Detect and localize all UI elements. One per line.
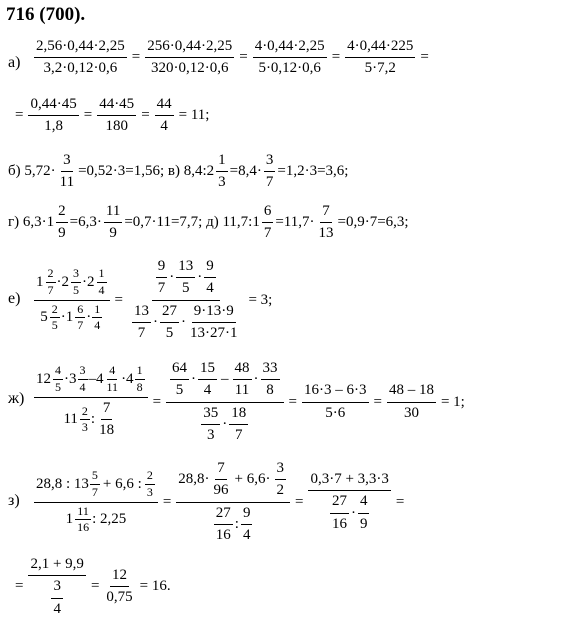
denominator xyxy=(64,503,129,536)
math-term: 5 xyxy=(51,318,58,333)
math-term: 4 xyxy=(358,493,370,513)
fraction xyxy=(229,405,248,445)
fraction xyxy=(50,303,60,334)
math-term: 3 xyxy=(81,420,88,435)
mixed-number xyxy=(89,469,101,500)
math-term: 28,8· xyxy=(178,471,210,488)
fraction xyxy=(253,38,327,78)
math-term: · xyxy=(82,273,87,290)
numerator: 44·45 xyxy=(97,96,136,116)
math-term: 3 xyxy=(207,426,215,443)
numerator xyxy=(152,258,220,301)
numerator: 2 xyxy=(56,203,68,223)
fraction xyxy=(176,258,195,298)
math-term: 1 xyxy=(65,511,74,528)
denominator: 5·6 xyxy=(325,404,346,421)
equals-sign: = xyxy=(395,493,405,510)
denominator: 9 xyxy=(109,225,117,242)
math-term: · xyxy=(180,313,186,330)
math-term: 16 xyxy=(215,526,231,543)
denominator: 3,2·0,12·0,6 xyxy=(43,60,118,77)
math-term: 27 xyxy=(330,493,349,513)
fraction xyxy=(387,382,436,422)
complex-fraction xyxy=(128,258,244,342)
fraction xyxy=(58,152,76,192)
fraction xyxy=(135,364,145,395)
fraction xyxy=(212,460,231,500)
denominator: 4 xyxy=(160,118,168,135)
denominator: 5·7,2 xyxy=(364,60,396,77)
exercise-number: 716 (700). xyxy=(6,4,86,25)
parts-g-d xyxy=(8,203,409,243)
label-e: е) xyxy=(8,290,21,307)
math-term: 11 xyxy=(63,411,78,428)
math-term: 9 xyxy=(204,258,216,278)
part-a-line2 xyxy=(12,96,212,136)
expression-text: =11,7· xyxy=(275,214,315,231)
equals-sign: = xyxy=(152,393,162,410)
numerator: 7 xyxy=(320,203,332,223)
fraction xyxy=(56,203,68,243)
math-term: 7 xyxy=(235,426,243,443)
mixed-number xyxy=(63,405,90,436)
expression-text: =0,7·11=7,7; д) 11,7:1 xyxy=(124,214,260,231)
mixed-number xyxy=(87,267,108,298)
math-term: 33 xyxy=(261,360,280,380)
fraction xyxy=(46,267,56,298)
math-term: 4 xyxy=(94,318,101,333)
math-term: 4 xyxy=(242,526,251,543)
math-term: 9 xyxy=(241,505,253,525)
fraction xyxy=(97,267,107,298)
denominator: 180 xyxy=(105,118,128,135)
math-term: · xyxy=(152,313,158,330)
mixed-number xyxy=(36,267,57,298)
denominator xyxy=(38,301,105,334)
math-term: = xyxy=(83,107,93,124)
math-term: 7 xyxy=(137,324,146,341)
fraction xyxy=(275,460,287,500)
math-term: 13 xyxy=(176,258,195,278)
math-term: 7 xyxy=(101,400,113,420)
math-term: · xyxy=(350,504,356,521)
fraction xyxy=(262,203,274,243)
math-term: · xyxy=(86,309,92,326)
math-term: 2 xyxy=(276,482,284,499)
fraction xyxy=(80,405,90,436)
numerator: 2,56·0,44·2,25 xyxy=(34,38,127,58)
math-term: 5 xyxy=(165,324,174,341)
math-term: : xyxy=(234,515,239,532)
fraction xyxy=(71,267,81,298)
expression-text: =6,3· xyxy=(69,214,102,231)
math-term: 18 xyxy=(229,405,248,425)
equals-sign: = xyxy=(420,49,429,66)
math-term: + 6,6· xyxy=(234,471,271,488)
math-term: 16 xyxy=(77,520,90,535)
denominator: 1,8 xyxy=(44,118,63,135)
math-term: 9 xyxy=(156,258,168,278)
fraction xyxy=(188,303,240,343)
math-term: 64 xyxy=(170,360,189,380)
math-term: 5 xyxy=(90,469,100,485)
fraction xyxy=(90,469,100,500)
fraction xyxy=(201,405,220,445)
fraction xyxy=(204,258,216,298)
math-term: 16 xyxy=(331,515,347,532)
denominator xyxy=(47,576,67,618)
equals-sign: = xyxy=(15,578,24,595)
fraction xyxy=(105,364,121,395)
mixed-number xyxy=(77,364,89,395)
equals-sign: = xyxy=(295,493,304,510)
math-term: 2 xyxy=(46,267,56,283)
complex-fraction xyxy=(34,469,158,535)
math-term: 11 xyxy=(75,505,91,521)
mixed-number xyxy=(40,303,61,334)
math-term: 4 xyxy=(53,600,61,617)
result-text: = 3; xyxy=(248,291,273,308)
mixed-number xyxy=(144,469,156,500)
math-term: 2 xyxy=(50,303,60,319)
math-term: · xyxy=(197,269,203,286)
fraction xyxy=(241,505,253,545)
math-term: : xyxy=(90,411,96,428)
math-term: 2 xyxy=(61,273,69,290)
denominator: 3 xyxy=(218,174,226,191)
equals-sign: = xyxy=(15,107,24,124)
numerator: 4·0,44·2,25 xyxy=(253,38,327,58)
numerator: 11 xyxy=(104,203,122,223)
fraction xyxy=(92,303,102,334)
numerator: 1 xyxy=(216,152,228,172)
expression-text: =1,2·3=3,6; xyxy=(277,163,349,180)
part-z-line1 xyxy=(32,460,407,544)
result-text: = 11; xyxy=(178,107,210,124)
denominator: 7 xyxy=(263,225,272,242)
math-term: 7 xyxy=(215,460,227,480)
fraction xyxy=(317,203,336,243)
denominator: 0,75 xyxy=(106,589,133,606)
fraction xyxy=(145,38,234,78)
part-a-line1 xyxy=(32,38,432,78)
numerator: 44 xyxy=(155,96,174,116)
math-term: : 2,25 xyxy=(92,511,127,528)
denominator xyxy=(61,398,120,440)
math-term: ·3 xyxy=(64,371,77,388)
numerator: 12 xyxy=(110,567,129,587)
numerator: 4·0,44·225 xyxy=(345,38,415,58)
math-term: 27 xyxy=(214,505,233,525)
math-term: 9 xyxy=(359,515,368,532)
equals-sign: = xyxy=(373,393,382,410)
fraction xyxy=(28,96,78,136)
math-term: · xyxy=(253,371,259,388)
fraction xyxy=(75,303,85,334)
numerator: 48 – 18 xyxy=(387,382,436,402)
math-term: 9·13·9 xyxy=(192,303,236,323)
result-text: = 16. xyxy=(139,578,171,595)
label-z: з) xyxy=(8,492,20,509)
math-term: 96 xyxy=(213,482,229,499)
denominator: 5·0,12·0,6 xyxy=(258,60,321,77)
label-a: а) xyxy=(8,54,21,71)
part-z-line2 xyxy=(12,556,174,618)
equals-sign: = xyxy=(162,493,172,510)
fraction xyxy=(302,382,369,422)
mixed-number xyxy=(66,303,87,334)
complex-fraction xyxy=(308,471,390,533)
math-term: 4 xyxy=(79,380,86,395)
math-term: 4 xyxy=(203,382,212,399)
math-term: 11 xyxy=(106,380,119,395)
math-term: 6 xyxy=(75,303,85,319)
fraction xyxy=(345,38,415,78)
expression-text: =0,9·7=6,3; xyxy=(337,214,409,231)
numerator: 16·3 – 6·3 xyxy=(302,382,369,402)
numerator: 2,1 + 9,9 xyxy=(28,556,85,576)
fraction xyxy=(53,364,63,395)
math-term: 1 xyxy=(36,273,44,290)
fraction xyxy=(216,152,228,192)
math-term: 4 xyxy=(98,282,105,297)
math-term: 4 xyxy=(107,364,117,380)
equals-sign: = xyxy=(288,393,297,410)
expression-text: =0,52·3=1,56; в) 8,4:2 xyxy=(78,163,215,180)
denominator: 7 xyxy=(265,174,274,191)
math-term: 8 xyxy=(266,382,274,399)
denominator: 13 xyxy=(318,225,334,242)
numerator: 3 xyxy=(264,152,276,172)
numerator xyxy=(34,469,158,503)
equals-sign: = xyxy=(114,291,123,308)
equals-sign: = xyxy=(131,49,141,66)
math-term: 1 xyxy=(97,267,107,283)
equals-sign: = xyxy=(331,49,341,66)
numerator xyxy=(34,364,148,398)
math-term: 4 xyxy=(53,364,63,380)
expression-text: б) 5,72· xyxy=(8,163,56,180)
numerator: 3 xyxy=(61,152,73,172)
math-term: 8 xyxy=(136,380,143,395)
mixed-number xyxy=(66,505,93,536)
fraction xyxy=(132,303,151,343)
math-term: 1 xyxy=(65,309,74,326)
math-term: 3 xyxy=(71,267,81,283)
math-term: 7 xyxy=(77,318,84,333)
numerator xyxy=(176,460,290,503)
fraction xyxy=(75,505,91,536)
mixed-number xyxy=(104,364,122,395)
math-term: = xyxy=(90,578,100,595)
numerator: 6 xyxy=(262,203,274,223)
math-term: 18 xyxy=(99,422,115,439)
math-term: 7 xyxy=(157,280,166,297)
complex-fraction xyxy=(34,364,148,439)
complex-fraction xyxy=(28,556,85,618)
math-term: 5 xyxy=(181,280,190,297)
math-term: 13 xyxy=(132,303,151,323)
complex-fraction xyxy=(166,360,284,444)
fraction xyxy=(78,364,88,395)
math-term: 12 xyxy=(36,371,51,388)
math-term: 3 xyxy=(51,578,63,598)
fraction xyxy=(330,493,349,533)
math-term: 27 xyxy=(160,303,179,323)
fraction xyxy=(170,360,189,400)
mixed-number xyxy=(36,364,64,395)
math-term: 48 xyxy=(233,360,252,380)
fraction xyxy=(51,578,63,618)
math-term: 1 xyxy=(135,364,145,380)
numerator xyxy=(34,267,110,301)
fraction xyxy=(104,567,134,607)
denominator: 11 xyxy=(59,174,75,191)
math-term: 15 xyxy=(198,360,217,380)
denominator xyxy=(128,301,244,343)
numerator: 256·0,44·2,25 xyxy=(145,38,234,58)
math-term: · xyxy=(169,269,175,286)
mixed-number xyxy=(62,267,83,298)
math-term: 4 xyxy=(206,280,214,297)
math-term: 7 xyxy=(91,484,98,499)
denominator xyxy=(197,403,252,445)
math-term: 5 xyxy=(55,380,61,395)
complex-fraction xyxy=(34,267,110,333)
fraction xyxy=(261,360,280,400)
math-term: 7 xyxy=(47,282,54,297)
math-term: · xyxy=(60,309,66,326)
fraction xyxy=(97,400,116,440)
math-term: 13·27·1 xyxy=(189,324,238,341)
equals-sign: = xyxy=(239,49,248,66)
denominator xyxy=(210,503,257,545)
math-term: – xyxy=(221,371,229,388)
math-term: + 6,6 : xyxy=(102,475,142,492)
complex-fraction xyxy=(176,460,290,544)
fraction xyxy=(233,360,252,400)
label-zh: ж) xyxy=(8,390,25,407)
part-e xyxy=(32,258,275,342)
result-text: = 1; xyxy=(440,393,465,410)
math-term: · xyxy=(191,371,197,388)
numerator: 0,44·45 xyxy=(28,96,78,116)
math-term: 2 xyxy=(145,469,155,485)
math-term: 3 xyxy=(78,364,88,380)
math-term: 5 xyxy=(73,282,79,297)
math-term: ·4 xyxy=(121,371,134,388)
parts-b-v xyxy=(8,152,348,192)
denominator xyxy=(326,491,374,533)
fraction xyxy=(34,38,127,78)
math-term: 35 xyxy=(201,405,220,425)
fraction xyxy=(358,493,370,533)
math-term: 5 xyxy=(40,309,48,326)
fraction xyxy=(104,203,122,243)
math-term: 3 xyxy=(146,484,153,499)
fraction xyxy=(145,469,155,500)
fraction xyxy=(160,303,179,343)
mixed-number xyxy=(91,303,103,334)
expression-text: =8,4· xyxy=(229,163,262,180)
math-term: = xyxy=(141,107,150,124)
denominator: 9 xyxy=(58,225,66,242)
numerator: 0,3·7 + 3,3·3 xyxy=(308,471,390,491)
math-term: · xyxy=(222,415,228,432)
expression-text: г) 6,3·1 xyxy=(8,214,55,231)
mixed-number xyxy=(134,364,146,395)
math-term: 1 xyxy=(92,303,102,319)
fraction xyxy=(156,258,168,298)
fraction xyxy=(198,360,217,400)
numerator xyxy=(166,360,284,403)
fraction xyxy=(264,152,276,192)
math-term: 11 xyxy=(234,382,250,399)
math-term: · xyxy=(56,273,62,290)
denominator: 320·0,12·0,6 xyxy=(150,60,229,77)
math-term: 5 xyxy=(175,382,184,399)
math-term: 2 xyxy=(87,273,95,290)
math-term: –4 xyxy=(88,371,104,388)
part-zh xyxy=(32,360,468,444)
math-term: 28,8 : 13 xyxy=(36,475,89,492)
denominator: 30 xyxy=(403,404,419,421)
math-term: 3 xyxy=(275,460,287,480)
fraction xyxy=(97,96,136,136)
math-term: 2 xyxy=(80,405,90,421)
fraction xyxy=(214,505,233,545)
fraction xyxy=(155,96,174,136)
